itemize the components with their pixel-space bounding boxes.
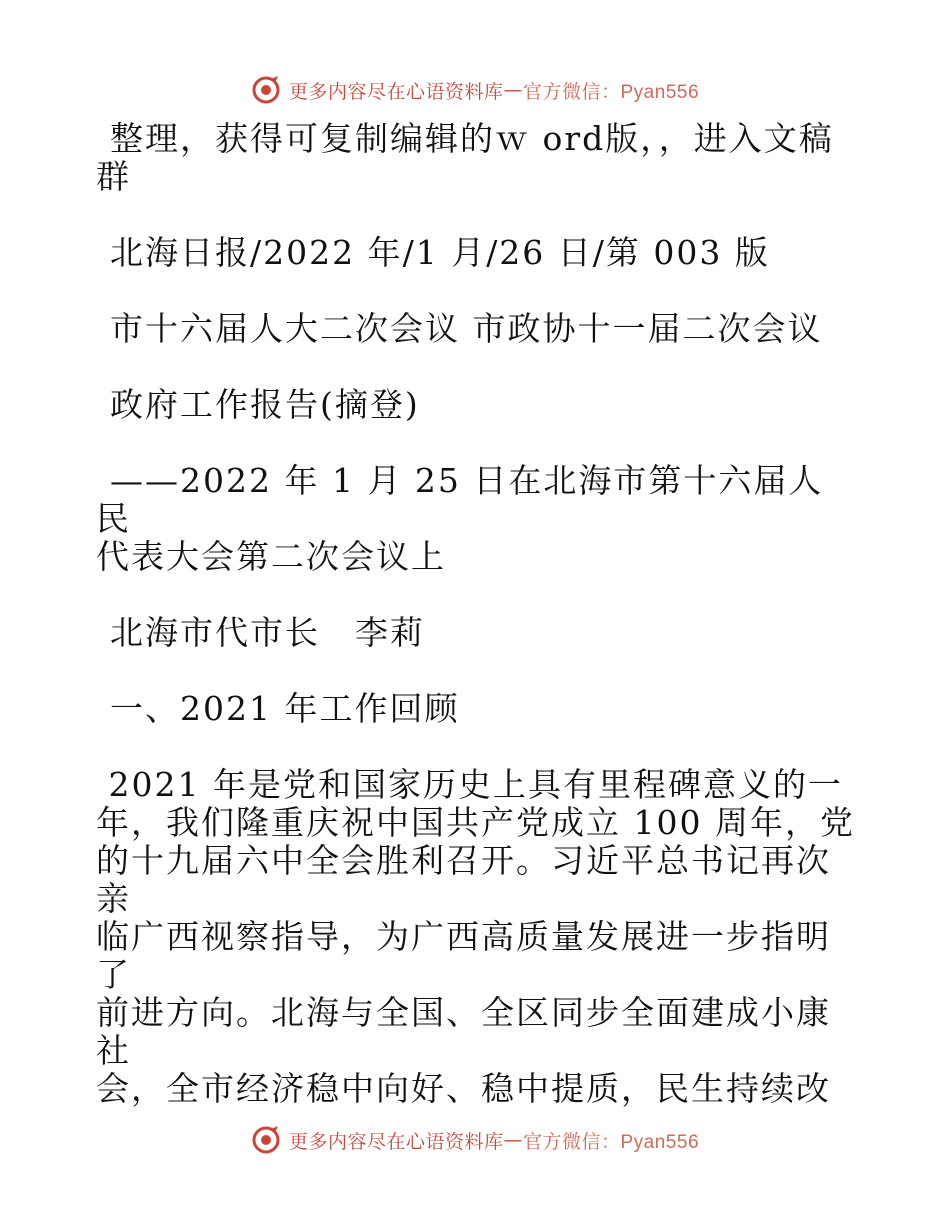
subtitle-line-2: 代表大会第二次会议上: [96, 537, 446, 576]
section-heading: 一、2021 年工作回顾: [110, 689, 460, 728]
body-line: 年，我们隆重庆祝中国共产党成立 100 周年，党: [96, 803, 855, 842]
body-line: 的十九届六中全会胜利召开。习近平总书记再次亲: [96, 841, 831, 918]
body-line: 前进方向。北海与全国、全区同步全面建成小康社: [96, 993, 831, 1070]
intro-line-2: 群: [96, 157, 131, 196]
body-paragraph: [96, 766, 856, 1108]
banner-main-text: 更多内容尽在心语资料库: [288, 1130, 504, 1153]
quill-circle-logo-icon: [251, 1125, 281, 1155]
banner-main-text: 更多内容尽在心语资料库: [288, 80, 504, 103]
quill-circle-logo-icon: [251, 75, 281, 105]
header-watermark-banner: [0, 70, 950, 110]
banner-suffix-text: 官方微信：Pyan556: [523, 1131, 700, 1153]
intro-paragraph: [96, 120, 856, 196]
banner-dash: —: [503, 79, 523, 101]
banner-suffix-text: 官方微信：Pyan556: [523, 81, 700, 103]
intro-line-1: 整理，获得可复制编辑的ｗ ord版，，进入文稿: [110, 119, 834, 158]
author-line: 北海市代市长 李莉: [110, 613, 425, 652]
banner-dash: —: [503, 1129, 523, 1151]
report-title: 政府工作报告(摘登): [110, 385, 420, 424]
body-line: 会，全市经济稳中向好、稳中提质，民生持续改: [96, 1069, 831, 1108]
report-subtitle: [96, 462, 856, 576]
meeting-line: 市十六届人大二次会议 市政协十一届二次会议: [110, 309, 823, 348]
body-line: 2021 年是党和国家历史上具有里程碑意义的一: [96, 765, 843, 804]
body-line: 临广西视察指导，为广西高质量发展进一步指明了: [96, 917, 831, 994]
footer-watermark-banner: [0, 1120, 950, 1160]
document-body: [96, 120, 856, 1108]
subtitle-line-1: ——2022 年 1 月 25 日在北海市第十六届人民: [96, 461, 824, 538]
source-line: 北海日报/2022 年/1 月/26 日/第 003 版: [110, 233, 770, 272]
